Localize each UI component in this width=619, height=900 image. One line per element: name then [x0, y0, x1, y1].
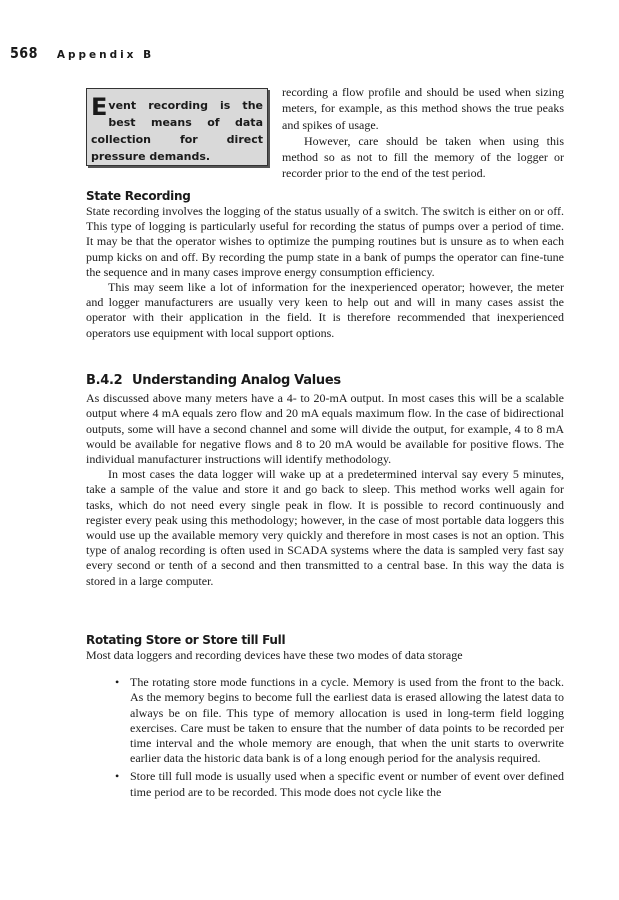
drop-cap: E [91, 93, 108, 121]
section-heading [86, 373, 564, 388]
running-title: Appendix B [56, 49, 155, 61]
body-paragraph: As discussed above many meters have a 4- to 20-mA output. In most cases this will be a scalable output where 4 mA equals zero flow and 20 mA equals maximum flow. In the case of bidirectional outputs, some will have a second channel and some will divide the output, for example, 4 to 8 mA would be available for negative flows and 8 to 20 mA would be available for positive flows. The individual manufacturer instructions will identify methodology. [86, 391, 564, 467]
list-item-text: The rotating store mode functions in a cycle. Memory is used from the front to the back. As the memory begins to become full the earliest data is erased allowing the latest data to always be on file. This type of memory allocation is used in long-term field logging exercises. Care must be taken to ensure that the number of data points to be recorded per time interval and the whole memory are enough, that when the unit starts to overwrite earlier data the historic data bank is of a long enough period for the analysis required. [130, 675, 564, 766]
rotating-store-section [86, 632, 564, 803]
body-paragraph: This may seem like a lot of information for the inexperienced operator; however, the meter and logger manufacturers are usually very keen to help out and will in many cases assist the operator with their application in the field. It is therefore recommended that inexperienced operators use equipment with local support options. [86, 280, 564, 340]
page-number: 568 [10, 44, 38, 62]
continuation-paragraph: recording a flow profile and should be used when sizing meters, for example, as this method shows the true peaks and spikes of usage. [282, 85, 564, 132]
analog-values-section [86, 373, 564, 589]
list-item [86, 769, 564, 799]
section-title: Understanding Analog Values [132, 373, 341, 388]
subsection-heading: State Recording [86, 189, 191, 203]
section-number: B.4.2 [86, 373, 123, 388]
pull-quote-body: vent recording is the best means of data collection for direct pressure demands. [91, 99, 263, 163]
bullet-icon: • [115, 675, 120, 690]
body-paragraph: State recording involves the logging of the status usually of a switch. The switch is either on or off. This type of logging is particularly useful for recording the status of pumps over a period of time. It may be that the operator wishes to optimize the pumping routines but is unsure as to when each pump kicks on and off. By recording the pump state in a bank of pumps the operator can fine-tune the sequence and in many cases improve energy consumption efficiency. [86, 204, 564, 279]
pull-quote-box [86, 88, 268, 166]
continuation-column [282, 84, 564, 182]
state-recording-section [86, 188, 564, 341]
list-item-text: Store till full mode is usually used when a specific event or number of event over defined time period are to be recorded. This mode does not cycle like the [130, 769, 564, 799]
pull-quote-text [91, 93, 263, 165]
list-item [86, 675, 564, 766]
running-head [10, 44, 154, 62]
bullet-icon: • [115, 769, 120, 784]
bullet-list [86, 675, 564, 800]
subsection-heading: Rotating Store or Store till Full [86, 633, 286, 647]
continuation-paragraph: However, care should be taken when using this method so as not to fill the memory of the logger or recorder prior to the end of the test period. [282, 133, 564, 181]
body-paragraph: Most data loggers and recording devices have these two modes of data storage [86, 648, 463, 662]
body-paragraph: In most cases the data logger will wake up at a predetermined interval say every 5 minutes, take a sample of the value and store it and go back to sleep. This method works well again for tasks, which do not need every single peak in flow. It is possible to record continuously and register every peak using this methodology; however, in the case of most portable data loggers this would use up the available memory very quickly and therefore in most cases is not an option. This type of analog recording is often used in SCADA systems where the data is sampled very fast say every second or tenth of a second and then transmitted to a central base. In this way the data is stored in a large computer. [86, 467, 564, 588]
